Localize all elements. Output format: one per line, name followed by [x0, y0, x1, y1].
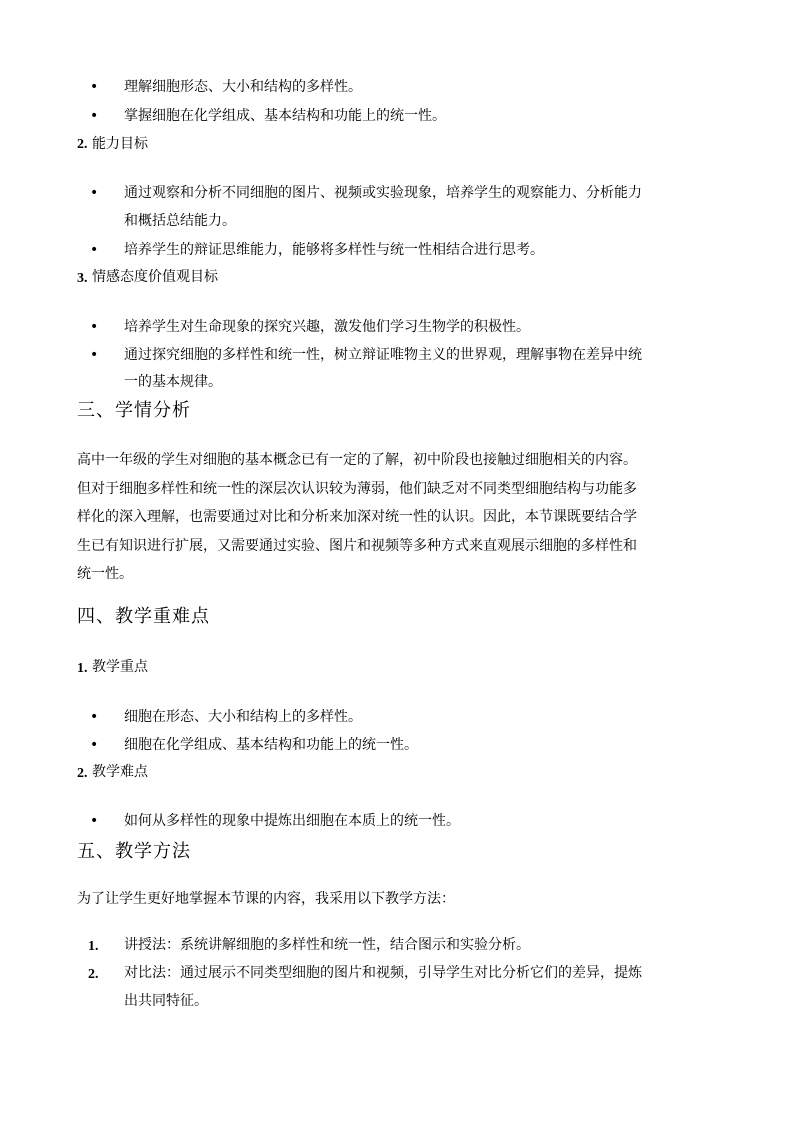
- paragraph-line: 统一性。: [77, 566, 133, 583]
- bullet-icon: •: [90, 242, 99, 258]
- bullet-text: 细胞在形态、大小和结构上的多样性。: [124, 709, 362, 725]
- bullet-text: 如何从多样性的现象中提炼出细胞在本质上的统一性。: [124, 813, 460, 829]
- bullet-text-continued: 和概括总结能力。: [124, 213, 236, 229]
- section-heading: 三、学情分析: [77, 400, 191, 421]
- bullet-text: 培养学生的辩证思维能力，能够将多样性与统一性相结合进行思考。: [124, 242, 544, 258]
- subsection-title: 教学重点: [92, 659, 148, 675]
- bullet-text: 通过探究细胞的多样性和统一性，树立辩证唯物主义的世界观，理解事物在差异中统: [124, 347, 642, 363]
- list-number: 2.: [88, 967, 99, 982]
- bullet-text: 通过观察和分析不同细胞的图片、视频或实验现象，培养学生的观察能力、分析能力: [124, 185, 642, 201]
- subsection-title: 教学难点: [92, 764, 148, 780]
- subsection-number: 2.: [77, 766, 88, 781]
- list-text: 对比法：通过展示不同类型细胞的图片和视频，引导学生对比分析它们的差异，提炼: [124, 965, 642, 981]
- bullet-text: 培养学生对生命现象的探究兴趣，激发他们学习生物学的积极性。: [124, 319, 530, 335]
- subsection-title: 能力目标: [92, 136, 148, 152]
- bullet-icon: •: [90, 737, 99, 753]
- paragraph-line: 高中一年级的学生对细胞的基本概念已有一定的了解，初中阶段也接触过细胞相关的内容。: [77, 452, 637, 468]
- section-heading: 四、教学重难点: [77, 606, 210, 627]
- paragraph: 为了让学生更好地掌握本节课的内容，我采用以下教学方法：: [77, 891, 455, 907]
- paragraph-line: 样化的深入理解，也需要通过对比和分析来加深对统一性的认识。因此，本节课既要结合学: [77, 509, 637, 526]
- bullet-icon: •: [90, 185, 99, 201]
- paragraph-line: 但对于细胞多样性和统一性的深层次认识较为薄弱，他们缺乏对不同类型细胞结构与功能多: [77, 480, 637, 497]
- bullet-text-continued: 一的基本规律。: [124, 374, 222, 390]
- paragraph-line: 生已有知识进行扩展，又需要通过实验、图片和视频等多种方式来直观展示细胞的多样性和: [77, 537, 637, 554]
- bullet-text: 细胞在化学组成、基本结构和功能上的统一性。: [124, 737, 418, 753]
- section-heading: 五、教学方法: [77, 841, 191, 862]
- bullet-icon: •: [90, 709, 99, 725]
- list-number: 1.: [88, 939, 99, 954]
- bullet-icon: •: [90, 108, 99, 124]
- bullet-icon: •: [90, 319, 99, 335]
- bullet-text: 理解细胞形态、大小和结构的多样性。: [124, 79, 362, 95]
- subsection-number: 2.: [77, 137, 88, 152]
- paragraph: [77, 446, 717, 589]
- subsection-number: 3.: [77, 271, 88, 286]
- subsection-title: 情感态度价值观目标: [92, 269, 218, 285]
- subsection-number: 1.: [77, 661, 88, 676]
- bullet-icon: •: [90, 813, 99, 829]
- bullet-icon: •: [90, 347, 99, 363]
- bullet-icon: •: [90, 79, 99, 95]
- list-text-continued: 出共同特征。: [124, 993, 208, 1009]
- list-text: 讲授法：系统讲解细胞的多样性和统一性，结合图示和实验分析。: [124, 937, 530, 953]
- bullet-text: 掌握细胞在化学组成、基本结构和功能上的统一性。: [124, 108, 446, 124]
